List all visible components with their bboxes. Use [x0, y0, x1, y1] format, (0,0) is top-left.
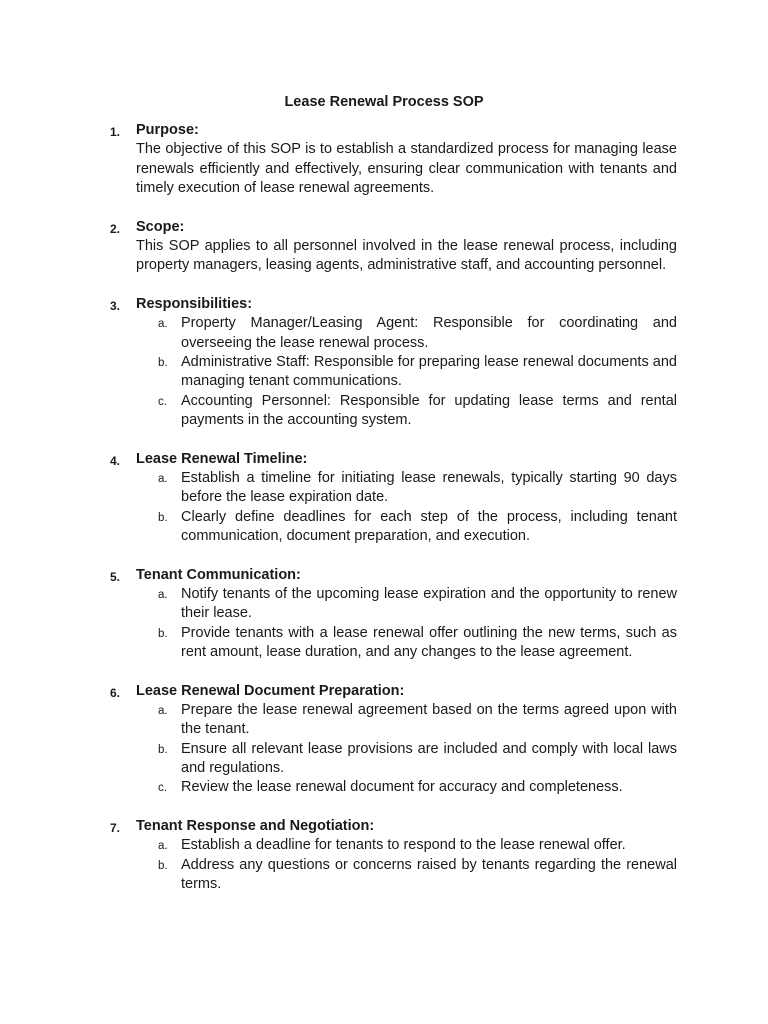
list-item-text: Establish a timeline for initiating lease renewals, typically starting 90 days before the lease expiration date.	[181, 469, 677, 506]
section-heading: Lease Renewal Document Preparation:	[136, 682, 405, 699]
list-item-text: Clearly define deadlines for each step of the process, including tenant communication, document preparation, and execution.	[181, 508, 677, 544]
sub-list	[0, 836, 768, 894]
list-item-letter: b.	[158, 859, 168, 872]
list-item-letter: a.	[158, 318, 168, 331]
list-item	[158, 856, 677, 895]
list-item-letter: a.	[158, 704, 168, 717]
list-item	[158, 836, 677, 855]
list-item	[158, 624, 677, 663]
section-heading: Purpose:	[136, 122, 199, 138]
list-item-letter: a.	[158, 840, 168, 853]
list-item-text: Review the lease renewal document for accuracy and completeness.	[181, 779, 623, 796]
section-heading: Responsibilities:	[136, 296, 253, 313]
list-item	[158, 314, 677, 353]
section-number: 2.	[110, 221, 121, 236]
section-number: 7.	[110, 820, 121, 835]
list-item-text: Property Manager/Leasing Agent: Responsible for coordinating and overseeing the lease renewal process.	[181, 315, 677, 351]
list-item-text: Accounting Personnel: Responsible for updating lease terms and rental payments in the accounting system.	[181, 392, 677, 428]
section-purpose	[0, 121, 768, 198]
document-title: Lease Renewal Process SOP	[284, 94, 484, 110]
section-heading: Tenant Communication:	[136, 566, 301, 583]
sub-list	[0, 701, 768, 797]
sub-list	[0, 469, 768, 546]
list-item-letter: a.	[158, 472, 168, 485]
section-tenant-response	[0, 817, 768, 894]
section-number: 1.	[110, 125, 121, 139]
list-item	[158, 778, 677, 797]
section-lease-renewal-timeline	[0, 450, 768, 546]
list-item-letter: c.	[158, 395, 167, 408]
list-item-text: Address any questions or concerns raised by tenants regarding the renewal terms.	[181, 856, 677, 892]
list-item-letter: c.	[158, 782, 167, 795]
list-item-text: Establish a deadline for tenants to respond to the lease renewal offer.	[181, 837, 626, 854]
section-heading: Tenant Response and Negotiation:	[136, 817, 375, 834]
sub-list	[0, 585, 768, 662]
section-heading: Lease Renewal Timeline:	[136, 450, 308, 467]
list-item-text: Prepare the lease renewal agreement based on the terms agreed upon with the tenant.	[181, 701, 677, 738]
list-item	[158, 585, 677, 624]
list-item	[158, 508, 677, 547]
list-item-letter: b.	[158, 356, 168, 369]
list-item	[158, 353, 677, 392]
list-item-letter: a.	[158, 588, 168, 601]
sub-list	[0, 314, 768, 430]
list-item-text: Provide tenants with a lease renewal offer outlining the new terms, such as rent amount, lease duration, and any changes to the lease agreement.	[181, 624, 677, 660]
section-tenant-communication	[0, 566, 768, 662]
list-item-text: Administrative Staff: Responsible for preparing lease renewal documents and managing tenant communications.	[181, 353, 677, 390]
section-scope	[0, 218, 768, 276]
section-heading: Scope:	[136, 218, 185, 235]
list-item	[158, 469, 677, 508]
list-item-text: Ensure all relevant lease provisions are included and comply with local laws and regulations.	[181, 740, 677, 776]
section-number: 4.	[110, 453, 121, 468]
list-item-letter: b.	[158, 627, 168, 640]
list-item	[158, 392, 677, 431]
section-number: 3.	[110, 299, 121, 314]
section-body: This SOP applies to all personnel involved in the lease renewal process, including property managers, leasing agents, administrative staff, and accounting personnel.	[136, 237, 677, 274]
list-item	[158, 740, 677, 779]
list-item-text: Notify tenants of the upcoming lease expiration and the opportunity to renew their lease.	[181, 585, 677, 622]
list-item-letter: b.	[158, 511, 168, 524]
sections-list	[0, 121, 768, 914]
section-number: 6.	[110, 685, 121, 700]
section-document-preparation	[0, 682, 768, 798]
list-item-letter: b.	[158, 743, 168, 756]
section-responsibilities	[0, 295, 768, 430]
list-item	[158, 701, 677, 740]
section-number: 5.	[110, 569, 121, 584]
section-body: The objective of this SOP is to establish a standardized process for managing lease renewals efficiently and effectively, ensuring clear communication with tenants and timely execution of lease renewal agreements.	[136, 141, 677, 196]
